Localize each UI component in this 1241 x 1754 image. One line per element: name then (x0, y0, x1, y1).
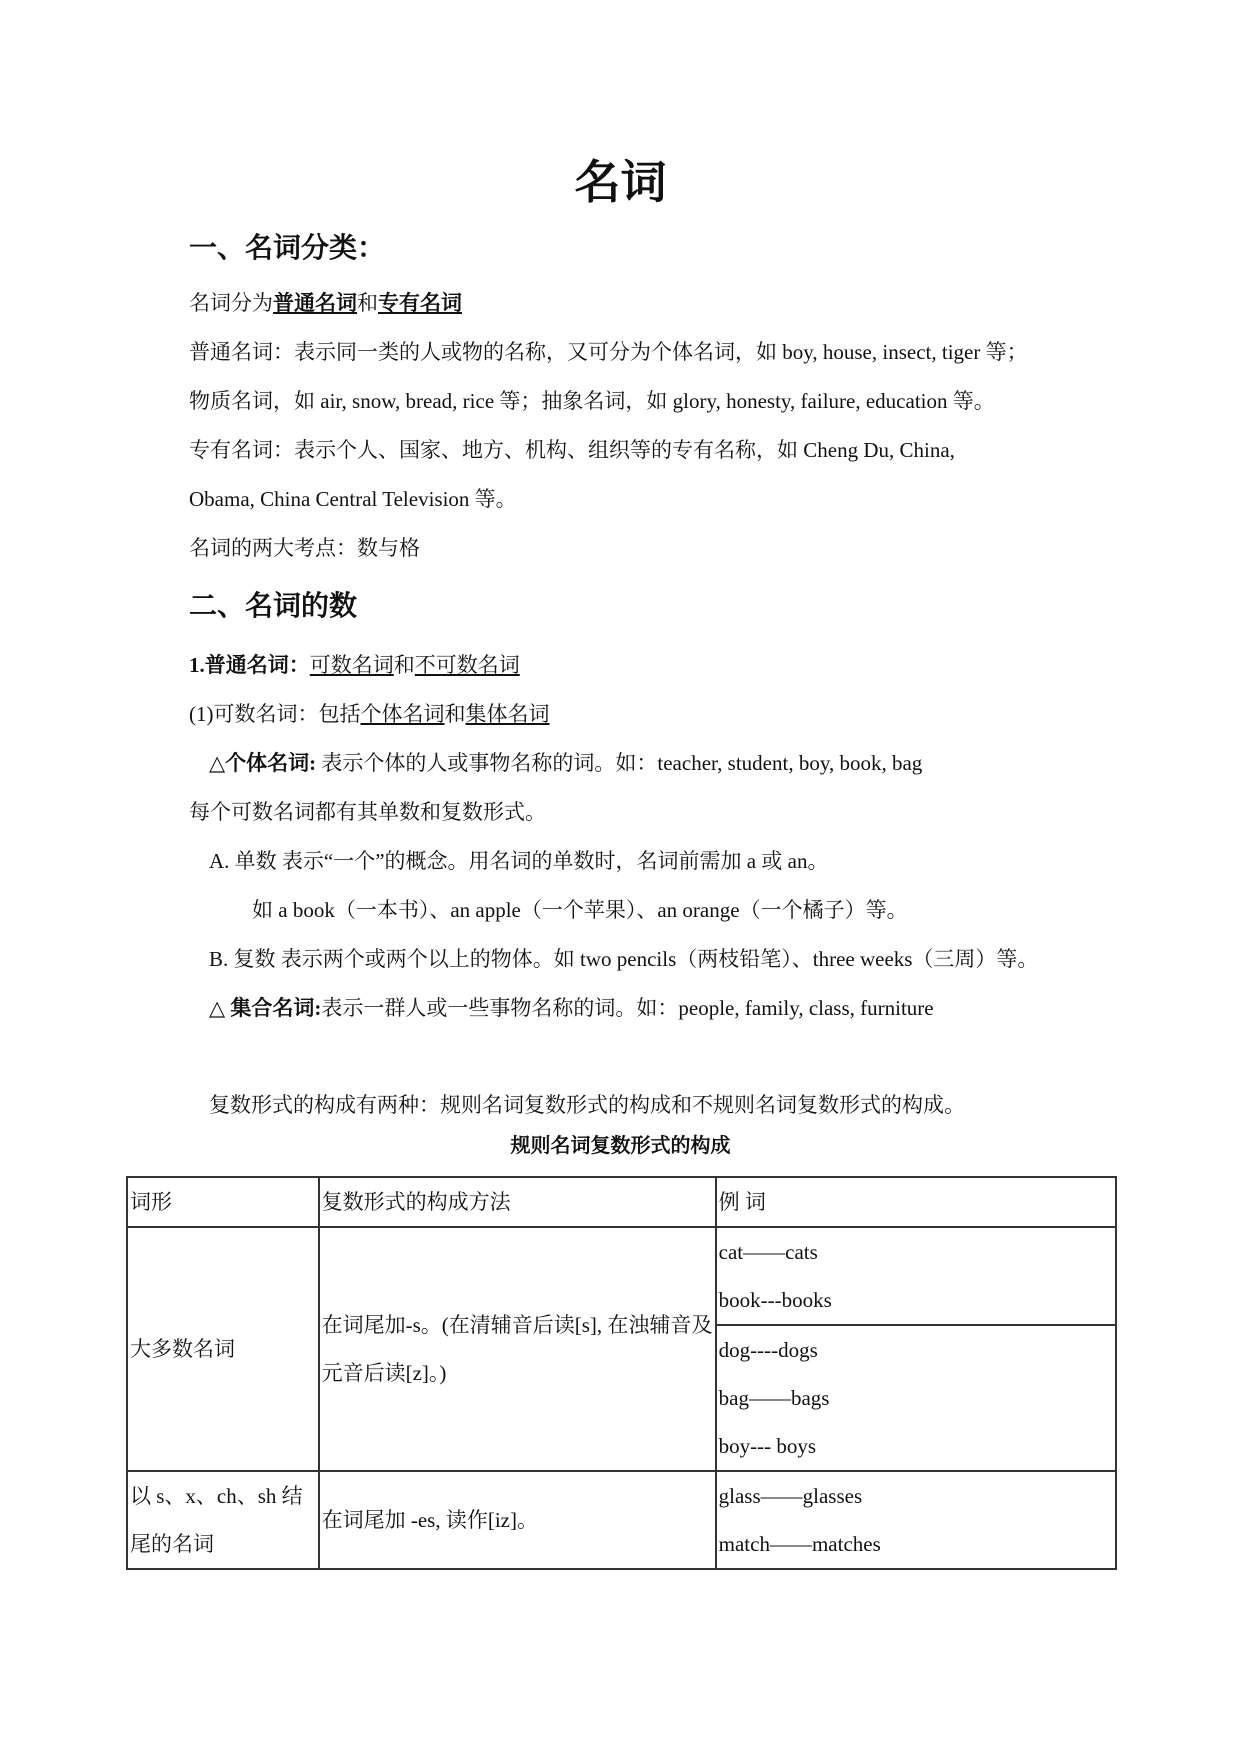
collective-label: △ 集合名词: (209, 996, 322, 1020)
intro-and: 和 (357, 291, 378, 315)
individual-noun-line (209, 748, 922, 778)
item1-and: 和 (393, 653, 415, 677)
term-uncountable: 不可数名词 (414, 653, 520, 677)
example-item: match——matches (718, 1532, 881, 1556)
plural-line: B. 复数 表示两个或两个以上的物体。如 two pencils（两枝铅笔）、three weeks（三周）等。 (209, 947, 1039, 971)
header-examples: 例 词 (716, 1177, 1116, 1227)
collective-noun-line (209, 993, 934, 1023)
plural-rules-table (126, 1176, 1117, 1570)
row1-method: 在词尾加-s。(在清辅音后读[s], 在浊辅音及元音后读[z]。) (319, 1227, 716, 1471)
countable-and: 和 (444, 702, 466, 726)
section-heading-number: 二、名词的数 (189, 589, 358, 622)
term-proper-noun: 专有名词 (378, 291, 462, 315)
countable-prefix: (1)可数名词：包括 (189, 702, 361, 726)
term-countable: 可数名词 (309, 653, 394, 677)
term-collective: 集体名词 (465, 702, 550, 726)
example-item: glass——glasses (718, 1484, 863, 1508)
example-item: cat——cats (718, 1240, 818, 1264)
countable-nouns-line (189, 699, 550, 729)
common-noun-line-2: 物质名词，如 air, snow, bread, rice 等；抽象名词，如 glory, honesty, failure, education 等。 (189, 389, 995, 413)
table-header-row (127, 1177, 1116, 1227)
row2-examples (716, 1471, 1116, 1569)
singular-line: A. 单数 表示“一个”的概念。用名词的单数时，名词前需加 a 或 an。 (209, 849, 829, 873)
individual-label: △个体名词: (209, 751, 317, 775)
plural-forms-line: 复数形式的构成有两种：规则名词复数形式的构成和不规则名词复数形式的构成。 (209, 1093, 965, 1117)
individual-text: 表示个体的人或事物名称的词。如：teacher, student, boy, book, bag (316, 751, 923, 775)
proper-noun-line-2: Obama, China Central Television 等。 (189, 487, 517, 511)
singular-plural-line: 每个可数名词都有其单数和复数形式。 (189, 800, 546, 824)
term-individual: 个体名词 (360, 702, 445, 726)
example-item: book---books (718, 1288, 832, 1312)
proper-noun-line-1: 专有名词：表示个人、国家、地方、机构、组织等的专有名称，如 Cheng Du, China, (189, 438, 955, 462)
example-item: boy--- boys (718, 1434, 817, 1458)
row1-examples-a (716, 1227, 1116, 1325)
classification-intro (189, 288, 462, 318)
table-row (127, 1471, 1116, 1569)
example-item: dog----dogs (718, 1338, 818, 1362)
header-method: 复数形式的构成方法 (319, 1177, 716, 1227)
row2-method: 在词尾加 -es, 读作[iz]。 (319, 1471, 716, 1569)
page-title: 名词 (574, 155, 667, 209)
exam-points: 名词的两大考点：数与格 (189, 536, 420, 560)
singular-example: 如 a book（一本书）、an apple（一个苹果）、an orange（一个橘子）等。 (252, 898, 908, 922)
row1-examples-b (716, 1325, 1116, 1471)
item1-label: 1.普通名词： (189, 653, 310, 677)
collective-text: 表示一群人或一些事物名称的词。如：people, family, class, furniture (321, 996, 934, 1020)
example-item: bag——bags (718, 1386, 830, 1410)
section-heading-classification: 一、名词分类： (189, 231, 386, 264)
row2-type: 以 s、x、ch、sh 结尾的名词 (127, 1471, 319, 1569)
intro-prefix: 名词分为 (189, 291, 273, 315)
term-common-noun: 普通名词 (273, 291, 357, 315)
common-noun-item (189, 650, 520, 680)
common-noun-line-1: 普通名词：表示同一类的人或物的名称，又可分为个体名词，如 boy, house, insect, tiger 等； (189, 340, 1028, 364)
row1-type: 大多数名词 (127, 1227, 319, 1471)
header-word-form: 词形 (127, 1177, 319, 1227)
table-row (127, 1227, 1116, 1325)
table-caption: 规则名词复数形式的构成 (510, 1133, 731, 1157)
